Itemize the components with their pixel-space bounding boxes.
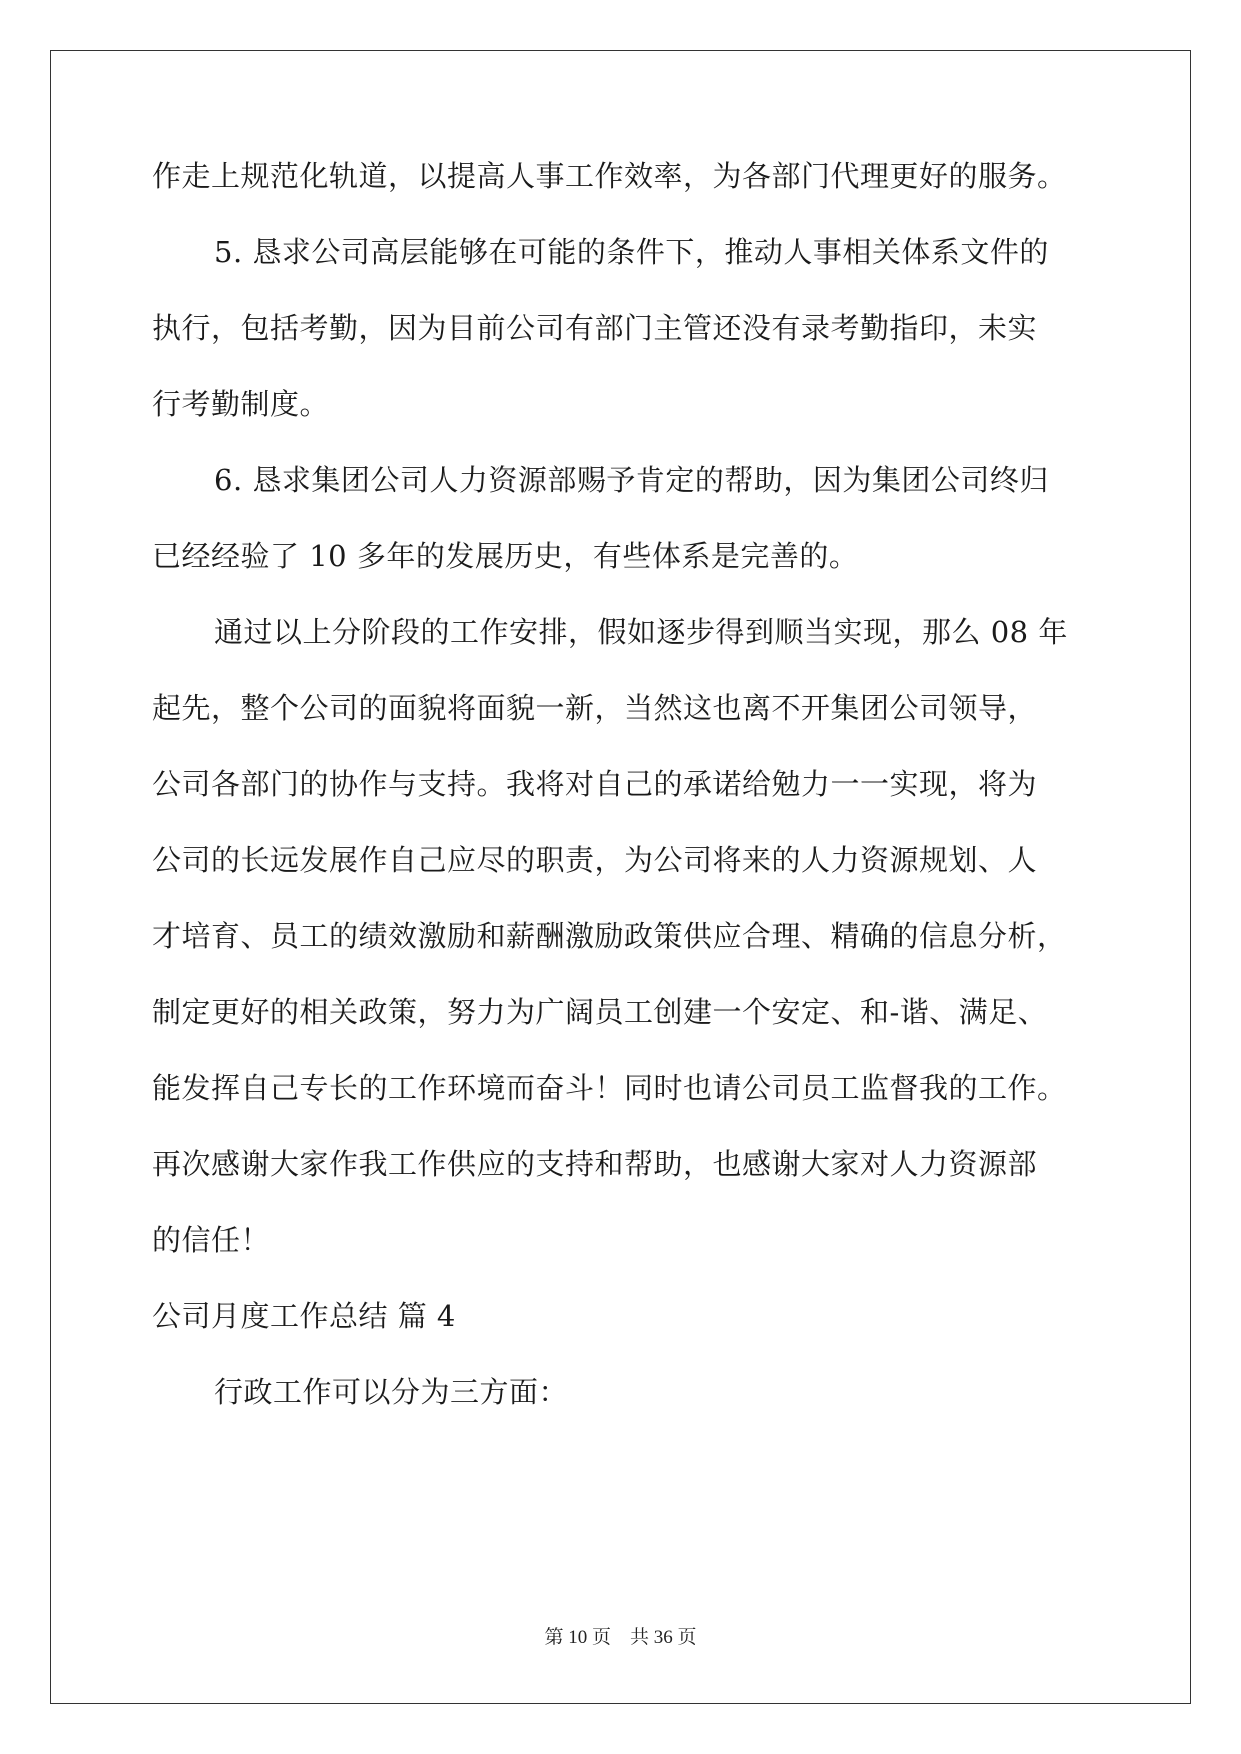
text-line: 再次感谢大家作我工作供应的支持和帮助，也感谢大家对人力资源部 (152, 1147, 1038, 1181)
text-line: 制定更好的相关政策，努力为广阔员工创建一个安定、和-谐、满足、 (152, 995, 1048, 1029)
text-line: 起先，整个公司的面貌将面貌一新，当然这也离不开集团公司领导， (152, 691, 1038, 725)
page-number: 第 10 页 共 36 页 (544, 1627, 697, 1648)
text-line: 已经经验了 10 多年的发展历史，有些体系是完善的。 (152, 539, 859, 573)
text-line: 行考勤制度。 (152, 387, 330, 421)
text-line: 作走上规范化轨道，以提高人事工作效率，为各部门代理更好的服务。 (152, 159, 1067, 193)
text-line: 行政工作可以分为三方面： (214, 1375, 569, 1409)
text-line: 执行，包括考勤，因为目前公司有部门主管还没有录考勤指印，未实 (152, 311, 1038, 345)
text-line: 能发挥自己专长的工作环境而奋斗！同时也请公司员工监督我的工作。 (152, 1071, 1067, 1105)
text-line: 公司各部门的协作与支持。我将对自己的承诺给勉力一一实现，将为 (152, 767, 1038, 801)
text-line: 5. 恳求公司高层能够在可能的条件下，推动人事相关体系文件的 (214, 235, 1049, 269)
text-line: 的信任！ (152, 1223, 271, 1257)
text-line: 公司的长远发展作自己应尽的职责，为公司将来的人力资源规划、人 (152, 843, 1038, 877)
section-heading: 公司月度工作总结 篇 4 (152, 1299, 456, 1333)
text-line: 6. 恳求集团公司人力资源部赐予肯定的帮助，因为集团公司终归 (214, 463, 1049, 497)
text-line: 通过以上分阶段的工作安排，假如逐步得到顺当实现，那么 08 年 (214, 615, 1068, 649)
text-line: 才培育、员工的绩效激励和薪酬激励政策供应合理、精确的信息分析， (152, 919, 1067, 953)
